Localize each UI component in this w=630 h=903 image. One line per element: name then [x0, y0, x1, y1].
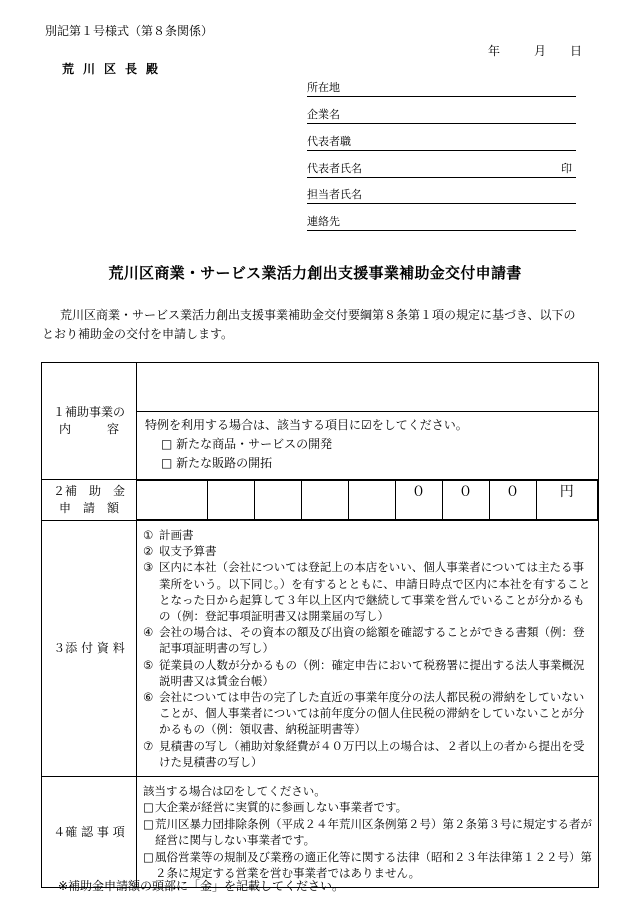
- section1-label: [42, 363, 137, 480]
- footer-note: ※補助金申請額の頭部に「金」を記載してください。: [58, 879, 345, 893]
- attachment-number: ⑤: [143, 657, 154, 672]
- amount-digit: ０: [442, 481, 489, 520]
- amount-digit: ０: [489, 481, 536, 520]
- section4-label: ４確 認 事 項: [42, 777, 137, 888]
- attachment-text: 見積書の写し（補助対象経費が４０万円以上の場合は、２者以上の者から提出を受けた見積書の写し）: [159, 738, 585, 769]
- project-content-input[interactable]: [137, 363, 599, 412]
- date-month-label: 月: [534, 44, 547, 58]
- confirmation-item: [143, 799, 592, 815]
- attachment-item: [143, 527, 592, 543]
- special-case-area: [137, 412, 599, 480]
- seal-mark: 印: [561, 162, 572, 175]
- company-field[interactable]: [307, 109, 576, 124]
- amount-digit-grid: [137, 480, 598, 520]
- section1-label-line2: 内 容: [58, 422, 119, 436]
- section1-label-line1: １補助事業の: [52, 405, 125, 419]
- attachment-text: 会社の場合は、その資本の額及び出資の総額を確認することができる書類（例：登記事項証明書の写し）: [159, 625, 585, 656]
- addressee: 荒川区長殿: [62, 62, 168, 76]
- section2-label: [42, 480, 137, 521]
- option-new-product-checkbox[interactable]: □ 新たな商品・サービスの開発: [161, 437, 333, 451]
- option-new-channel-checkbox[interactable]: □ 新たな販路の開拓: [161, 456, 273, 470]
- section2-label-line1: ２補 助 金: [52, 484, 125, 498]
- attachment-item: [143, 543, 592, 559]
- attachment-number: ⑥: [143, 690, 154, 705]
- attachment-text: 計画書: [159, 528, 194, 542]
- confirmation-checkbox[interactable]: □: [143, 849, 154, 864]
- contact-field[interactable]: [307, 216, 576, 231]
- attachment-number: ①: [143, 528, 154, 542]
- attachment-number: ④: [143, 625, 154, 640]
- date-line: [488, 42, 582, 59]
- document-title: 荒川区商業・サービス業活力創出支援事業補助金交付申請書: [108, 264, 522, 282]
- attachment-item: [143, 689, 592, 738]
- attachment-text: 収支予算書: [159, 544, 217, 559]
- contact-label: 連絡先: [307, 215, 340, 228]
- amount-digit[interactable]: [348, 481, 395, 520]
- confirmation-text: 荒川区暴力団排除条例（平成２４年荒川区条例第２号）第２条第３号に規定する者が経営に関与しない事業者です。: [155, 816, 592, 848]
- company-label: 企業名: [307, 108, 340, 121]
- rep-name-label: 代表者氏名: [307, 162, 362, 175]
- confirmation-checkbox[interactable]: □: [143, 800, 154, 815]
- attachment-item: [143, 738, 592, 770]
- address-label: 所在地: [307, 81, 340, 94]
- amount-digit[interactable]: [254, 481, 301, 520]
- amount-cell: [137, 480, 599, 521]
- attachment-item: [143, 559, 592, 624]
- confirmation-item: [143, 816, 592, 849]
- amount-unit: 円: [536, 481, 598, 520]
- rep-title-label: 代表者職: [307, 135, 351, 148]
- form-number: 別記第１号様式（第８条関係）: [45, 24, 214, 38]
- rep-name-field[interactable]: [307, 163, 576, 178]
- amount-digit[interactable]: [137, 481, 207, 520]
- attachment-text: 区内に本社（会社については登記上の本店をいい、個人事業者については主たる事業所をいう。以下同じ。）を有するとともに、申請日時点で区内に本社を有することとなった日から起算して３年以上区内で継続して事業を営んでいることが分かるもの（例：登記事項証明書又は開業届の写し）: [159, 560, 591, 624]
- lead-text: 荒川区商業・サービス業活力創出支援事業補助金交付要綱第８条第１項の規定に基づき、以下のとおり補助金の交付を申請します。: [42, 308, 576, 341]
- amount-digit[interactable]: [207, 481, 254, 520]
- rep-title-field[interactable]: [307, 136, 576, 151]
- application-table: [41, 362, 599, 888]
- date-year-label: 年: [488, 44, 501, 58]
- confirmation-text: 風俗営業等の規制及び業務の適正化等に関する法律（昭和２３年法律第１２２号）第２条に規定する営業を営む事業者ではありません。: [155, 849, 592, 881]
- contact-name-label: 担当者氏名: [307, 188, 362, 201]
- section3-label: ３添 付 資 料: [42, 521, 137, 777]
- amount-digit: ０: [395, 481, 442, 520]
- section2-label-line2: 申 請 額: [58, 501, 119, 515]
- attachment-number: ③: [143, 560, 154, 575]
- confirmation-instruction: 該当する場合は☑をしてください。: [143, 784, 326, 799]
- confirmation-checkbox[interactable]: □: [143, 816, 154, 831]
- attachment-text: 従業員の人数が分かるもの（例：確定申告において税務署に提出する法人事業概況説明書又は賃金台帳）: [159, 657, 585, 688]
- attachment-item: [143, 624, 592, 656]
- contact-name-field[interactable]: [307, 189, 576, 204]
- date-day-label: 日: [570, 44, 583, 58]
- attachment-item: [143, 657, 592, 689]
- address-field[interactable]: [307, 82, 576, 97]
- amount-digit[interactable]: [301, 481, 348, 520]
- confirmation-list: [137, 777, 599, 888]
- attachment-number: ②: [143, 544, 154, 559]
- attachment-number: ⑦: [143, 738, 154, 753]
- confirmation-text: 大企業が経営に実質的に参画しない事業者です。: [155, 800, 408, 815]
- attachment-text: 会社については申告の完了した直近の事業年度分の法人都民税の滞納をしていないことが、個人事業者については前年度分の個人住民税の滞納をしていないことが分かるもの（例：領収書、納税証明書等）: [159, 690, 585, 737]
- attachments-list: [137, 521, 599, 777]
- special-case-instruction: 特例を利用する場合は、該当する項目に☑をしてください。: [145, 418, 468, 432]
